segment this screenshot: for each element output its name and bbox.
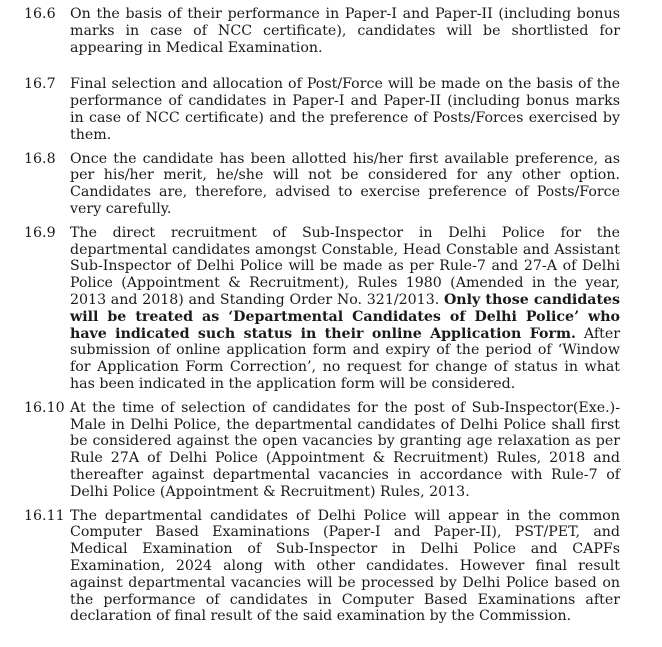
clause-number: 16.10	[24, 399, 65, 416]
clause-16-11	[24, 508, 620, 626]
clause-16-10	[24, 400, 620, 501]
clause-number: 16.8	[24, 150, 56, 167]
clause-number: 16.6	[24, 6, 56, 22]
clause-16-7	[24, 76, 620, 143]
clause-number: 16.11	[24, 507, 65, 524]
clause-text-bold: Only those candidates will be treated as ‘Departmental Candidates of Delhi Police’ who have indicated such status in their online Application Form.	[70, 291, 621, 342]
clause-text-part: After submission of online application form and expiry of the period of ‘Window for Application Form Correction’, no request for change of status in what has been indicated in the application form will be considered.	[70, 325, 621, 392]
clause-16-6	[24, 6, 620, 56]
clause-text: On the basis of their performance in Paper-I and Paper-II (including bonus marks in case of NCC certificate), candidates will be shortlisted for appearing in Medical Examination.	[70, 6, 620, 56]
clause-16-8	[24, 151, 620, 218]
clause-16-9	[24, 225, 620, 393]
clause-text	[70, 225, 620, 393]
clause-text: Final selection and allocation of Post/Force will be made on the basis of the performance of candidates in Paper-I and Paper-II (including bonus marks in case of NCC certificate) and the preference of Posts/Forces exercised by them.	[70, 76, 620, 143]
clause-number: 16.9	[24, 224, 56, 241]
clause-number: 16.7	[24, 76, 56, 93]
clause-text: The departmental candidates of Delhi Police will appear in the common Computer Based Examinations (Paper-I and Paper-II), PST/PET, and Medical Examination of Sub-Inspector in Delhi Police and CAPFs Examination, 2024 along with other candidates. However final result against departmental vacancies will be processed by Delhi Police based on the performance of candidates in Computer Based Examinations after declaration of final result of the said examination by the Commission.	[70, 507, 620, 625]
clause-text: At the time of selection of candidates for the post of Sub-Inspector(Exe.)-Male in Delhi Police, the departmental candidates of Delhi Police shall first be considered against the open vacancies by granting age relaxation as per Rule 27A of Delhi Police (Appointment & Recruitment) Rules, 2018 and thereafter against departmental vacancies in accordance with Rule-7 of Delhi Police (Appointment & Recruitment) Rules, 2013.	[70, 399, 620, 500]
clause-text: Once the candidate has been allotted his/her first available preference, as per his/her merit, he/she will not be considered for any other option. Candidates are, therefore, advised to exercise preference of Posts/Force very carefully.	[70, 150, 620, 217]
clause-text-part: The direct recruitment of Sub-Inspector in Delhi Police for the departmental candidates amongst Constable, Head Constable and Assistant Sub-Inspector of Delhi Police will be made as per Rule-7 and 27-A of Delhi Police (Appointment & Recruitment), Rules 1980 (Amended in the year, 2013 and 2018) and Standing Order No. 321/2013.	[70, 224, 620, 308]
